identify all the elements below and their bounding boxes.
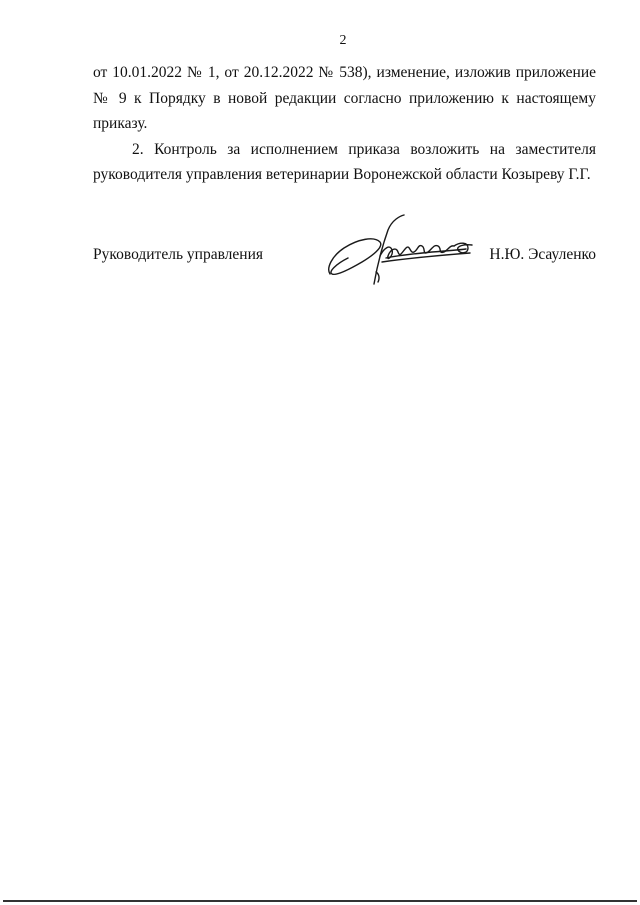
document-body: [93, 60, 596, 188]
paragraph-continuation: от 10.01.2022 № 1, от 20.12.2022 № 538), изменение, изложив приложение № 9 к Порядку в новой редакции согласно приложению к настоящему приказу.: [93, 64, 596, 132]
page-number: 2: [339, 33, 347, 48]
handwritten-signature: [322, 212, 482, 287]
position-title: Руководитель управления: [93, 246, 264, 263]
paragraph-item-2: 2. Контроль за исполнением приказа возложить на заместителя руководителя управления ветеринарии Воронежской области Козыреву Г.Г.: [93, 140, 596, 183]
page-bottom-border: [3, 900, 637, 902]
signer-name: Н.Ю. Эсауленко: [489, 246, 596, 263]
